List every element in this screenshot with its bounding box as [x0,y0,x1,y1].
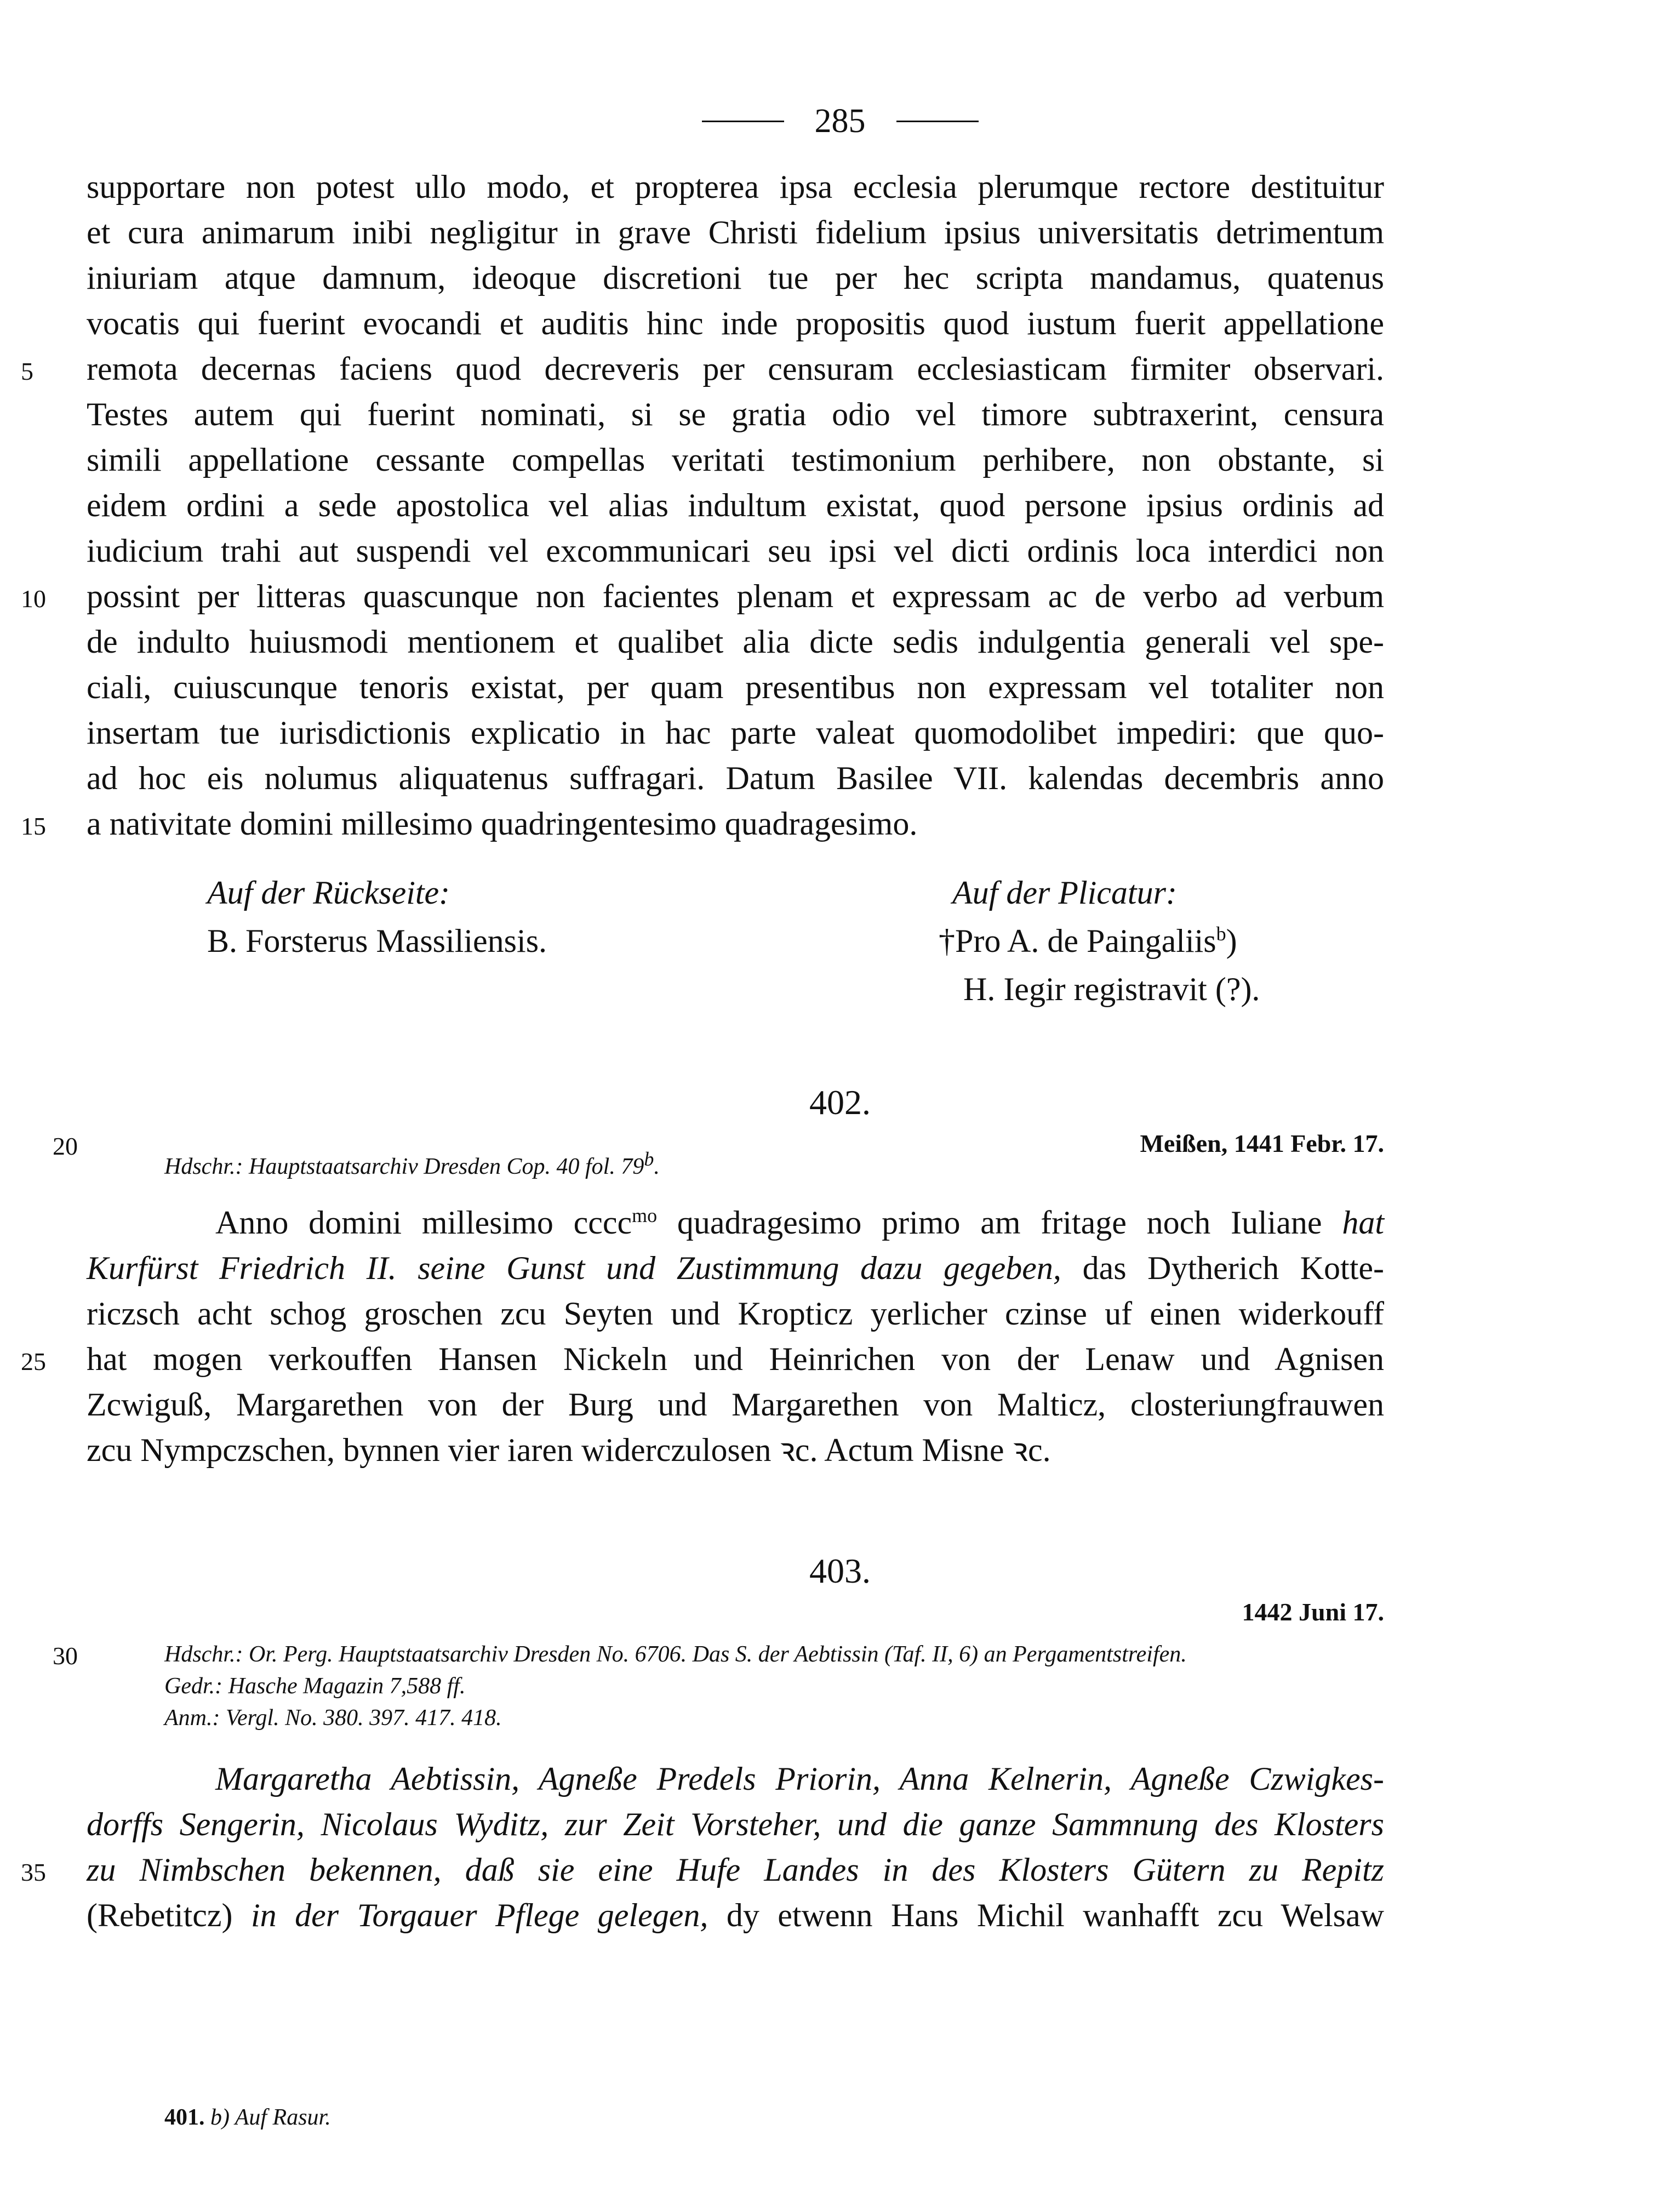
doc-402-body [21,1200,1384,1473]
text-line: (Rebetitcz) in der Torgauer Pflege gelegen, dy etwenn Hans Michil wanhafft zcu Welsaw [87,1897,1384,1933]
page-number-header [0,104,1680,138]
reverse-side-heading: Auf der Rückseite: [207,875,450,911]
text-line: Testes autem qui fuerint nominati, si se gratia odio vel timore subtraxerint, censura [87,396,1384,432]
line-number: 10 [21,585,46,613]
plica-signature-1: †Pro A. de Paingaliis$^b$) [939,923,1237,959]
text-line: eidem ordini a sede apostolica vel alias indultum existat, quod persone ipsius ordinis ad [87,487,1384,523]
plica-heading: Auf der Plicatur: [952,875,1177,911]
line-number: 30 [53,1642,78,1670]
page-number: 285 [814,102,866,140]
footnote [164,2104,331,2131]
text-line: Kurfürst Friedrich II. seine Gunst und Zustimmung dazu gegeben, das Dytherich Kotte- [87,1250,1384,1286]
doc-402-source: Hdschr.: Hauptstaatsarchiv Dresden Cop. 40 fol. 79$^b$. [164,1148,660,1179]
doc-403-date: 1442 Juni 17. [1242,1598,1384,1626]
line-number: 35 [21,1858,46,1886]
text-line: 25 hat mogen verkouffen Hansen Nickeln und Heinrichen von der Lenaw und Agnisen [87,1337,1384,1382]
header-rule-right [896,121,979,122]
text-line: 15 a nativitate domini millesimo quadringentesimo quadragesimo. [87,801,1384,847]
text-line: iudicium trahi aut suspendi vel excommunicari seu ipsi vel dicti ordinis loca interdici non [87,533,1384,569]
text-line: supportare non potest ullo modo, et propterea ipsa ecclesia plerumque rectore destituitur [87,169,1384,205]
doc-403-number: 403. [809,1551,871,1590]
header-rule-left [702,121,784,122]
text-line: 35 zu Nimbschen bekennen, daß sie eine Hufe Landes in des Klosters Gütern zu Repitz [87,1847,1384,1893]
doc-403-source-print: Gedr.: Hasche Magazin 7,588 ff. [164,1674,466,1699]
text-line: de indulto huiusmodi mentionem et qualibet alia dicte sedis indulgentia generali vel spe- [87,624,1384,660]
text-line: ad hoc eis nolumus aliquatenus suffragari. Datum Basilee VII. kalendas decembris anno [87,760,1384,796]
line-number: 5 [21,357,33,385]
footnote-ref: 401. [164,2105,205,2130]
line-number: 20 [53,1132,78,1160]
text-line: 5 remota decernas faciens quod decreveris per censuram ecclesiasticam firmiter observari. [87,346,1384,392]
text-line: dorffs Sengerin, Nicolaus Wyditz, zur Zeit Vorsteher, und die ganze Sammnung des Klosters [87,1806,1384,1842]
doc-401-continuation [21,164,1384,847]
text-line: Margaretha Aebtissin, Agneße Predels Priorin, Anna Kelnerin, Agneße Czwigkes- [215,1761,1384,1797]
text-line: Zcwiguß, Margarethen von der Burg und Margarethen von Malticz, closteriungfrauwen [87,1386,1384,1423]
plica-signature-2: H. Iegir registravit (?). [963,971,1260,1007]
line-number: 25 [21,1348,46,1375]
text-line: iniuriam atque damnum, ideoque discretioni tue per hec scripta mandamus, quatenus [87,260,1384,296]
signature-block [87,869,1384,1013]
text-line: Anno domini millesimo cccc$^{mo}$ quadragesimo primo am fritage noch Iuliane hat [215,1204,1384,1241]
doc-402-place-date: Meißen, 1441 Febr. 17. [1140,1129,1384,1157]
text-line: simili appellatione cessante compellas veritati testimonium perhibere, non obstante, si [87,442,1384,478]
line-number: 15 [21,812,46,840]
text-line: et cura animarum inibi negligitur in grave Christi fidelium ipsius universitatis detrimentum [87,214,1384,250]
text-line: riczsch acht schog groschen zcu Seyten und Kropticz yerlicher czinse uf einen widerkouff [87,1295,1384,1332]
text-line: ciali, cuiuscunque tenoris existat, per quam presentibus non expressam vel totaliter non [87,669,1384,705]
footnote-text: b) Auf Rasur. [210,2105,331,2130]
text-line: zcu Nympczschen, bynnen vier iaren widerczulosen ꝛc. Actum Misne ꝛc. [87,1432,1051,1468]
doc-403-source-note: Anm.: Vergl. No. 380. 397. 417. 418. [164,1705,502,1731]
doc-402-number: 402. [809,1083,871,1122]
doc-403-source-manuscript: Hdschr.: Or. Perg. Hauptstaatsarchiv Dresden No. 6706. Das S. der Aebtissin (Taf. II, 6) an Pergamentstreifen. [164,1642,1187,1667]
text-line: 10 possint per litteras quascunque non facientes plenam et expressam ac de verbo ad verbum [87,574,1384,619]
text-line: vocatis qui fuerint evocandi et auditis hinc inde propositis quod iustum fuerit appellatione [87,305,1384,341]
reverse-side-signature: B. Forsterus Massiliensis. [207,923,547,959]
text-line: insertam tue iurisdictionis explicatio in hac parte valeat quomodolibet impediri: que quo- [87,715,1384,751]
doc-403-body [21,1756,1384,1938]
